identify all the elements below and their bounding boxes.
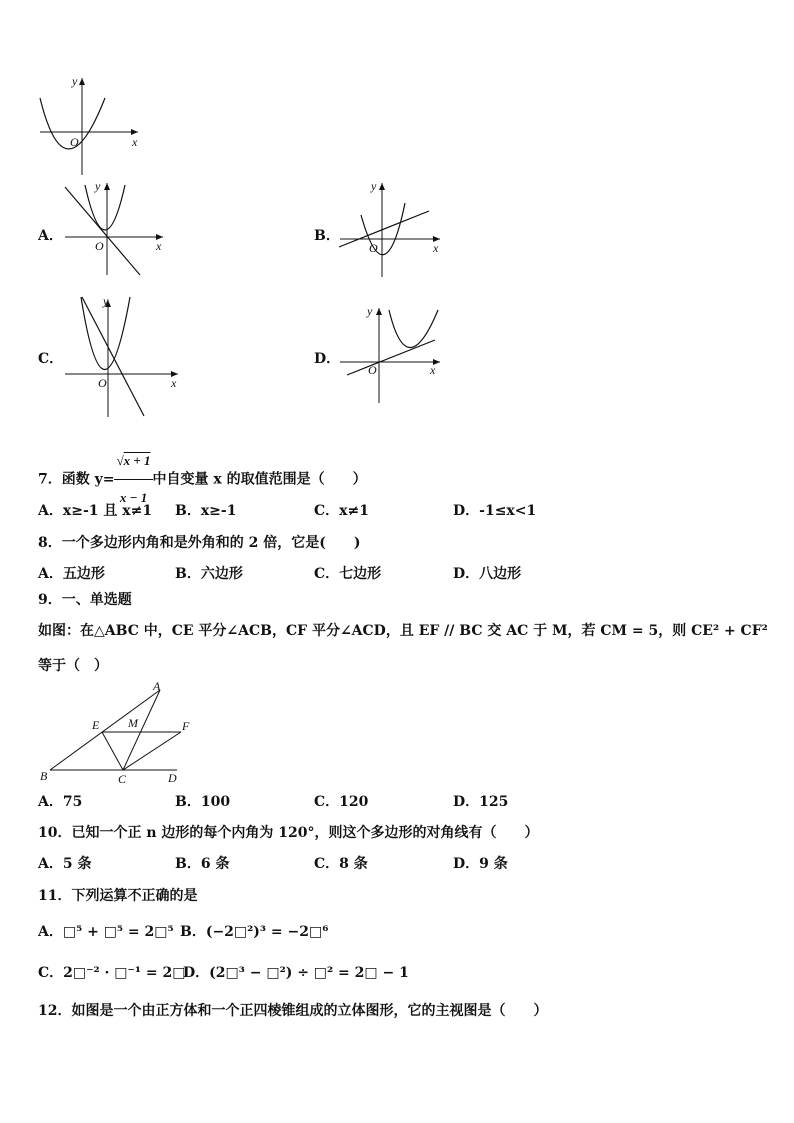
point-c-label: C	[118, 772, 127, 786]
q6-option-a-label[interactable]: A．	[38, 228, 63, 244]
point-b-label: B	[40, 769, 48, 783]
q11-option-a[interactable]: A．□⁵ + □⁵ = 2□⁵	[38, 924, 174, 940]
x-axis-label: x	[171, 376, 177, 390]
q8-option-a[interactable]: A．五边形	[38, 566, 105, 582]
x-axis-label: x	[156, 239, 162, 253]
q7-option-d[interactable]: D．-1≤x<1	[453, 503, 537, 519]
q9-triangle-figure	[35, 678, 195, 786]
point-e-label: E	[92, 718, 100, 732]
q7-option-c[interactable]: C．x≠1	[314, 503, 369, 519]
q9-option-c[interactable]: C．120	[314, 794, 369, 810]
q6-option-d-label[interactable]: D．	[314, 351, 341, 367]
q7-denominator: x − 1	[119, 490, 148, 505]
q12-question: 12．如图是一个由正方体和一个正四棱锥组成的立体图形，它的主视图是（ ）	[38, 1003, 548, 1019]
q8-question: 8．一个多边形内角和是外角和的 2 倍，它是( )	[38, 535, 361, 551]
q11-option-c[interactable]: C．2□⁻² · □⁻¹ = 2□	[38, 965, 186, 981]
q9-option-b[interactable]: B．100	[175, 794, 231, 810]
point-f-label: F	[182, 719, 190, 733]
y-axis-label: y	[72, 74, 78, 88]
y-axis-label: y	[103, 294, 109, 308]
q8-option-c[interactable]: C．七边形	[314, 566, 382, 582]
y-axis-label: y	[371, 179, 377, 193]
q10-question: 10．已知一个正 n 边形的每个内角为 120°，则这个多边形的对角线有（ ）	[38, 825, 539, 841]
q7-numerator: √x + 1	[114, 444, 152, 480]
point-a-label: A	[153, 679, 161, 693]
q6-option-c-graph[interactable]	[60, 292, 190, 420]
point-d-label: D	[168, 771, 177, 785]
origin-label: O	[70, 135, 79, 149]
x-axis-label: x	[132, 135, 138, 149]
origin-label: O	[368, 363, 377, 377]
q6-option-a-graph[interactable]	[55, 175, 175, 280]
y-axis-label: y	[95, 179, 101, 193]
q10-option-a[interactable]: A．5 条	[38, 856, 92, 872]
q10-option-d[interactable]: D．9 条	[453, 856, 508, 872]
y-axis-label: y	[367, 304, 373, 318]
q7-suffix: 中自变量 x 的取值范围是（ ）	[152, 471, 367, 488]
q6-option-b-graph[interactable]	[335, 175, 450, 280]
q10-option-b[interactable]: B．6 条	[175, 856, 230, 872]
x-axis-label: x	[433, 241, 439, 255]
q6-option-d-graph[interactable]	[335, 300, 450, 408]
q7-option-b[interactable]: B．x≥-1	[175, 503, 237, 519]
q9-heading: 9．一、单选题	[38, 592, 132, 608]
q6-option-c-label[interactable]: C．	[38, 351, 64, 367]
q11-question: 11．下列运算不正确的是	[38, 888, 198, 904]
q8-option-b[interactable]: B．六边形	[175, 566, 243, 582]
q11-option-b[interactable]: B．(−2□²)³ = −2□⁶	[180, 924, 329, 940]
reference-graph	[30, 70, 150, 180]
q7-option-a[interactable]: A．x≥-1 且 x≠1	[38, 503, 153, 519]
origin-label: O	[95, 239, 104, 253]
q9-body: 如图：在△ABC 中，CE 平分∠ACB，CF 平分∠ACD，且 EF // BC 交 AC 于 M，若 CM = 5，则 CE² + CF²	[38, 623, 768, 639]
q10-option-c[interactable]: C．8 条	[314, 856, 368, 872]
point-m-label: M	[128, 716, 138, 730]
origin-label: O	[98, 376, 107, 390]
q9-tail: 等于（ ）	[38, 658, 108, 674]
q9-option-a[interactable]: A．75	[38, 794, 83, 810]
q8-option-d[interactable]: D．八边形	[453, 566, 522, 582]
x-axis-label: x	[430, 363, 436, 377]
q11-option-d[interactable]: D．(2□³ − □²) ÷ □² = 2□ − 1	[183, 965, 409, 981]
q9-option-d[interactable]: D．125	[453, 794, 509, 810]
origin-label: O	[369, 241, 378, 255]
q7-prefix: 7．函数 y=	[38, 471, 115, 488]
q6-option-b-label[interactable]: B．	[314, 228, 340, 244]
